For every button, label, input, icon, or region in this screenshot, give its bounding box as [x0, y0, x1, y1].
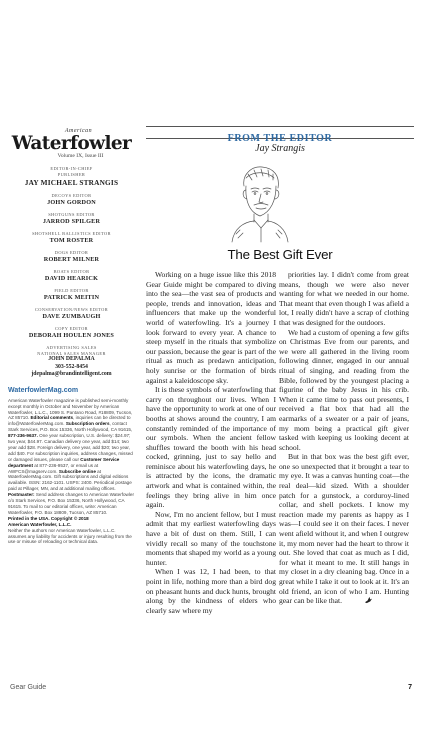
staff-name: JOHN GORDON — [47, 199, 96, 206]
staff-role: PUBLISHER — [57, 172, 86, 177]
ad-sales-role: NATIONAL SALES MANAGER — [37, 350, 106, 356]
masthead — [8, 128, 135, 545]
author-name: Jay Strangis — [255, 143, 305, 154]
staff-entry — [8, 212, 135, 225]
section-banner — [146, 126, 414, 144]
staff-name: DAVID HEARICK — [44, 275, 99, 282]
small-print-bold: Postmaster: — [8, 492, 35, 498]
staff-role: SHOTGUNS EDITOR — [48, 212, 95, 217]
staff-role: CONSERVATION/NEWS EDITOR — [34, 307, 109, 312]
article-title: The Best Gift Ever — [227, 247, 333, 262]
ad-sales-role: ADVERTISING SALES — [46, 345, 97, 350]
staff-role: SHOTSHELL BALLISTICS EDITOR — [32, 231, 111, 236]
small-print-text: American Waterfowler magazine is published semi-monthly except monthly in October and November by American Waterfowler, L.L.C., 1099 S. Pantano Road, #18809, Tucson, AZ 85710. — [8, 397, 133, 421]
small-print-bold: Editorial comments — [30, 415, 74, 421]
page-number: 7 — [408, 684, 412, 691]
ad-sales-phone: 303-552-8454 — [55, 363, 88, 370]
article-paragraph: But in that box was the best gift ever, one so unexpected that it brought a tear to my eye. It was a canvas hunting coat—the real deal—kid sized. With a shoulder patch for a gunstock, a corduroy-lined collar, and shell pockets. I know my reaction made my parents as happy as I was—I could see it on their faces. I never went afield without it, and when I outgrew it, my mom never had the heart to throw it out. She loved that coat as much as I did, for what it meant to me. It still hangs in my closet in a dry cleaning bag. Once in a great while I take it out to look at it. It's an old friend, an icon of who I am. Hunting gear can be like that. — [279, 452, 409, 606]
end-mark-duck-icon — [364, 596, 373, 604]
staff-name: DEBORAH HOULEN JONES — [28, 332, 115, 339]
article-paragraph: Now, I'm no ancient fellow, but I must admit that my earliest waterfowling days have a bit of dust on them. Still, I can vividly recall so many of the touchstone moments that shaped my world as a young hunter. — [146, 509, 276, 567]
staff-name: JAY MICHAEL STRANGIS — [24, 178, 119, 187]
staff-entry — [8, 193, 135, 206]
article-column-right — [279, 270, 409, 606]
masthead-top-word: American — [64, 128, 93, 134]
small-print-bold: Customer Service department — [8, 456, 120, 468]
publication-small-print — [8, 398, 135, 546]
staff-entry — [8, 231, 135, 244]
staff-entry — [8, 307, 135, 320]
staff-entry — [8, 269, 135, 282]
small-print-text: Send address changes to American Waterfowler c/o Stark Services, P.O. Box 15336, North Hollywood, CA 91615. To mail to our editorial offices, write: American Waterfowler, P.O. Box 18809, Tucson, AZ 85710. — [8, 492, 134, 515]
small-print-bold: Subscription orders — [65, 421, 110, 427]
editor-header — [146, 126, 414, 154]
article-column-left — [146, 270, 276, 615]
small-print-text: at 877-236-9537, or email us at AWFCS@magserv.com. — [8, 462, 99, 474]
small-print-text: at WaterfowlerMag.com. Gift subscriptions and digital editions available. ISSN: 2162-1101. USPS: 2400. Periodical postage paid at Pillager, MN, and at additional mailing offices. — [8, 468, 132, 492]
volume-info: Volume IX, Issue III — [57, 153, 104, 159]
ad-sales-email[interactable]: jdepalma@brandintelligent.com — [31, 371, 112, 378]
small-print-text: Neither the authors nor American Waterfowler, L.L.C. assumes any liability for accidents or injury resulting from the use or misuse of reloading or technical data. — [8, 527, 132, 545]
ad-sales-block — [8, 345, 135, 379]
small-print-text: , inquiries can be directed to info@WaterfowlerMag.com. — [8, 415, 131, 427]
staff-name: PATRICK MEITIN — [43, 294, 100, 301]
article-paragraph: It is these symbols of waterfowling that carry on throughout our lives. When I have the opportunity to work at one of our booths at shows around the country, I am constantly reminded of the importance of our symbols. When the ancient fellow shuffles toward the booth with his head cocked, grinning, just to say hello and reminisce about his waterfowling days, he is attracted by the icons, the dramatic artwork and what is contained within, the feelings they bring alive in him once again. — [146, 385, 276, 510]
staff-name: ROBERT MILNER — [43, 256, 100, 263]
small-print-text: , contact Stark Services, P.O. Box 15336, North Hollywood, CA 91615, — [8, 421, 133, 433]
article-paragraph: We had a custom of opening a few gifts on Christmas Eve from our parents, and we were all gathered in the living room following dinner, engaged in our annual ritual of singing, and reading from the Bible, followed by the youngest placing a figurine of the baby Jesus in his crib. When it came time to pass out presents, I received a flat box that had all the earmarks of a sweater or a pair of jeans, my mom being a practical gift giver tasked with keeping us looking decent at school. — [279, 327, 409, 452]
staff-role: EDITOR-IN-CHIEF — [50, 166, 93, 171]
website-link[interactable]: WaterfowlerMag.com — [8, 386, 79, 394]
staff-role: COPY EDITOR — [54, 326, 89, 331]
staff-entry — [8, 288, 135, 301]
staff-entry — [8, 326, 135, 339]
section-label: FROM THE EDITOR — [227, 133, 333, 144]
magazine-logo: Waterfowler — [11, 133, 132, 154]
company-name: American Waterfowler, L.L.C. — [8, 521, 72, 527]
staff-role: FIELD EDITOR — [54, 288, 89, 293]
article-paragraph: When I was 12, I had been, to that point in life, nothing more than a bird dog on pheasant hunts and duck hunts, brought along by the kindness of elders who clearly saw where my — [146, 567, 276, 615]
staff-entry — [8, 250, 135, 263]
staff-role: BOATS EDITOR — [53, 269, 90, 274]
copyright-line: Printed in the USA. Copyright © 2018 — [8, 515, 89, 521]
ad-sales-name: JOHN DEPALMA — [48, 356, 95, 363]
staff-entry — [8, 166, 135, 187]
editor-portrait-illustration — [216, 156, 304, 244]
article-paragraph: priorities lay. I didn't come from great means, though we were also never wanting for what we needed in our home. That meant that even though I was afield a lot, I really didn't have a scrap of clothing that was designed for the outdoors. — [279, 270, 409, 327]
small-print-bold: Subscribe online — [58, 468, 96, 474]
staff-name: JARROD SPILGER — [42, 218, 101, 225]
footer-publication-name: Gear Guide — [10, 684, 47, 691]
staff-role: DOGS EDITOR — [54, 250, 89, 255]
subscription-phone: 877-236-9637. — [8, 433, 38, 439]
article-paragraph: Working on a huge issue like this 2018 Gear Guide might be compared to diving into the sea—the vast sea of products and people, trends and innovation, ideas and influencers that make up the wonderful world of waterfowling. It's a journey I look forward to every year. A chance to steep myself in the rituals that symbolize our passion, because the gear is part of the ritual as much as predawn anticipation, holy sunrise or the formation of birds against a kaleidoscope sky. — [146, 270, 276, 385]
staff-role: DECOYS EDITOR — [51, 193, 92, 198]
staff-name: TOM ROSTER — [49, 237, 94, 244]
staff-name: DAVE ZUMBAUGH — [42, 313, 101, 320]
small-print-text: One year subscription, U.S. delivery: $24.97; two year, $44.97. Canadian delivery one year, add $14; two year add $28. Foreign delivery, one year, add $20; two year, add $40. For subscription inquiries, address changes, missed or damaged issues, please call our — [8, 433, 133, 462]
